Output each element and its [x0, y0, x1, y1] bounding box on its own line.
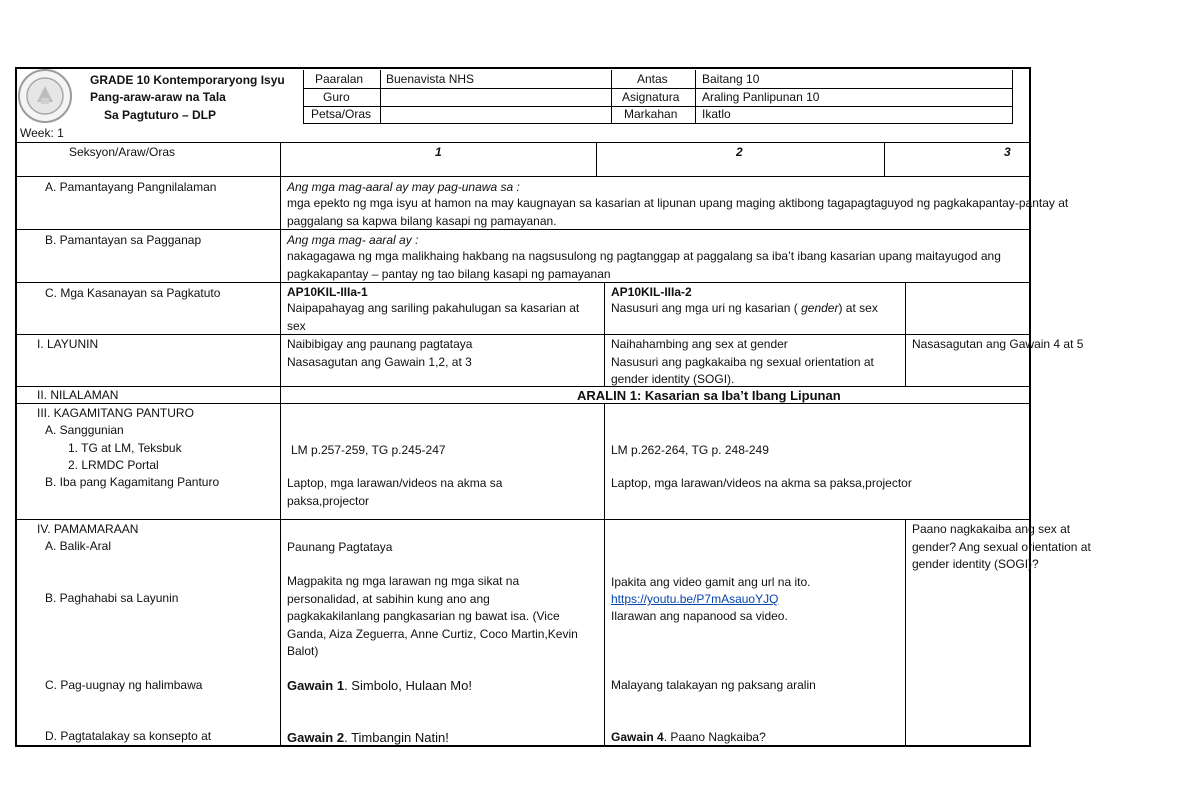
col-header-day-1: 1 [435, 145, 442, 159]
p2-video-link[interactable]: https://youtu.be/P7mAsauoYJQ [611, 592, 779, 606]
value-markahan: Ikatlo [702, 107, 731, 121]
doc-title-line-3: Sa Pagtuturo – DLP [104, 108, 217, 122]
doc-title-line-2: Pang-araw-araw na Tala [90, 90, 226, 104]
row-c-label: C. Mga Kasanayan sa Pagkatuto [45, 286, 221, 300]
gawain-4: Gawain 4. Paano Nagkaiba? [611, 730, 766, 744]
row-c-code-2: AP10KIL-IIIa-2 [611, 285, 692, 299]
label-petsa: Petsa/Oras [311, 107, 372, 121]
p2-description: Ilarawan ang napanood sa video. [611, 609, 788, 623]
label-asignatura: Asignatura [622, 90, 680, 104]
row-b-intro: Ang mga mag- aaral ay : [287, 233, 419, 247]
row-kagamitan-label: III. KAGAMITANG PANTURO [37, 406, 194, 420]
value-asignatura: Araling Panlipunan 10 [702, 90, 820, 104]
p3-question: Paano nagkakaiba ang sex at gender? Ang sexual orientation at gender identity (SOGI)? [912, 522, 1091, 571]
row-sanggunian-item-2: 2. LRMDC Portal [68, 458, 159, 472]
row-nilalaman-label: II. NILALAMAN [37, 388, 119, 402]
p1-content: Magpakita ng mga larawan ng mga sikat na personalidad, at sabihin kung ano ang pagkakakilanlang pangkasarian ng bawat isa. (Vice Ganda, Aiza Zeguerra, Anne Curtiz, Coco Martin,Kevin Balot) [287, 574, 578, 658]
label-antas: Antas [637, 72, 668, 86]
row-sanggunian-label: A. Sanggunian [45, 423, 124, 437]
gawain-1: Gawain 1. Simbolo, Hulaan Mo! [287, 678, 472, 693]
label-paaralan: Paaralan [315, 72, 364, 86]
row-iba-pang-label: B. Iba pang Kagamitang Panturo [45, 475, 220, 489]
col-header-section: Seksyon/Araw/Oras [69, 145, 176, 159]
row-a-label: A. Pamantayang Pangnilalaman [45, 180, 217, 194]
row-a-intro: Ang mga mag-aaral ay may pag-unawa sa : [287, 180, 520, 194]
row-materials-day-1: Laptop, mga larawan/videos na akma sa paksa,projector [287, 476, 503, 508]
row-nilalaman-content: ARALIN 1: Kasarian sa Iba’t Ibang Lipunan [577, 388, 841, 403]
row-layunin-label: I. LAYUNIN [37, 337, 99, 351]
malayang-talakayan: Malayang talakayan ng paksang aralin [611, 678, 816, 692]
row-layunin-day-2: Naihahambing ang sex at gender Nasusuri ang pagkakaiba ng sexual orientation at gender identity (SOGI). [611, 337, 874, 386]
value-paaralan: Buenavista NHS [386, 72, 475, 86]
label-markahan: Markahan [624, 107, 678, 121]
row-a-content: mga epekto ng mga isyu at hamon na may kaugnayan sa kasarian at lipunan upang maging aktibong tagapagtaguyod ng pagkakapantay-pantay at paggalang sa kapwa bilang kasapi ng pamayanan. [287, 196, 1069, 228]
value-antas: Baitang 10 [702, 72, 760, 86]
row-ref-day-2: LM p.262-264, TG p. 248-249 [611, 443, 769, 457]
row-pamamaraan-label: IV. PAMAMARAAN [37, 522, 139, 536]
col-header-day-2: 2 [736, 145, 743, 159]
row-layunin-day-3: Nasasagutan ang Gawain 4 at 5 [912, 337, 1084, 351]
row-paghahabi-label: B. Paghahabi sa Layunin [45, 591, 179, 605]
label-guro: Guro [323, 90, 350, 104]
p1-title: Paunang Pagtataya [287, 540, 393, 554]
row-pagtatalakay-label: D. Pagtatalakay sa konsepto at [45, 729, 212, 743]
col-header-day-3: 3 [1004, 145, 1011, 159]
deped-seal-logo [17, 68, 73, 124]
row-materials-day-2: Laptop, mga larawan/videos na akma sa paksa,projector [611, 476, 912, 490]
row-c-code-1: AP10KIL-IIIa-1 [287, 285, 368, 299]
row-ref-day-1: LM p.257-259, TG p.245-247 [291, 443, 446, 457]
row-balik-aral-label: A. Balik-Aral [45, 539, 112, 553]
doc-title-line-1: GRADE 10 Kontemporaryong Isyu [90, 73, 285, 87]
row-b-label: B. Pamantayan sa Pagganap [45, 233, 202, 247]
p2-instruction: Ipakita ang video gamit ang url na ito. [611, 575, 811, 589]
row-layunin-day-1: Naibibigay ang paunang pagtataya Nasasagutan ang Gawain 1,2, at 3 [287, 337, 473, 369]
row-c-content-1: Naipapahayag ang sariling pakahulugan sa kasarian at sex [287, 301, 580, 333]
week-label: Week: 1 [20, 126, 64, 140]
row-c-content-2: Nasusuri ang mga uri ng kasarian ( gender) at sex [611, 301, 878, 315]
row-b-content: nakagagawa ng mga malikhaing hakbang na nagsusulong ng pagtanggap at paggalang sa iba’t ibang kasarian upang maitayugod ang pagkakapantay – pantay ng tao bilang kasapi ng pamayanan [287, 249, 1001, 281]
row-paguugnay-label: C. Pag-uugnay ng halimbawa [45, 678, 203, 692]
gawain-2: Gawain 2. Timbangin Natin! [287, 730, 449, 745]
row-sanggunian-item-1: 1. TG at LM, Teksbuk [68, 441, 182, 455]
